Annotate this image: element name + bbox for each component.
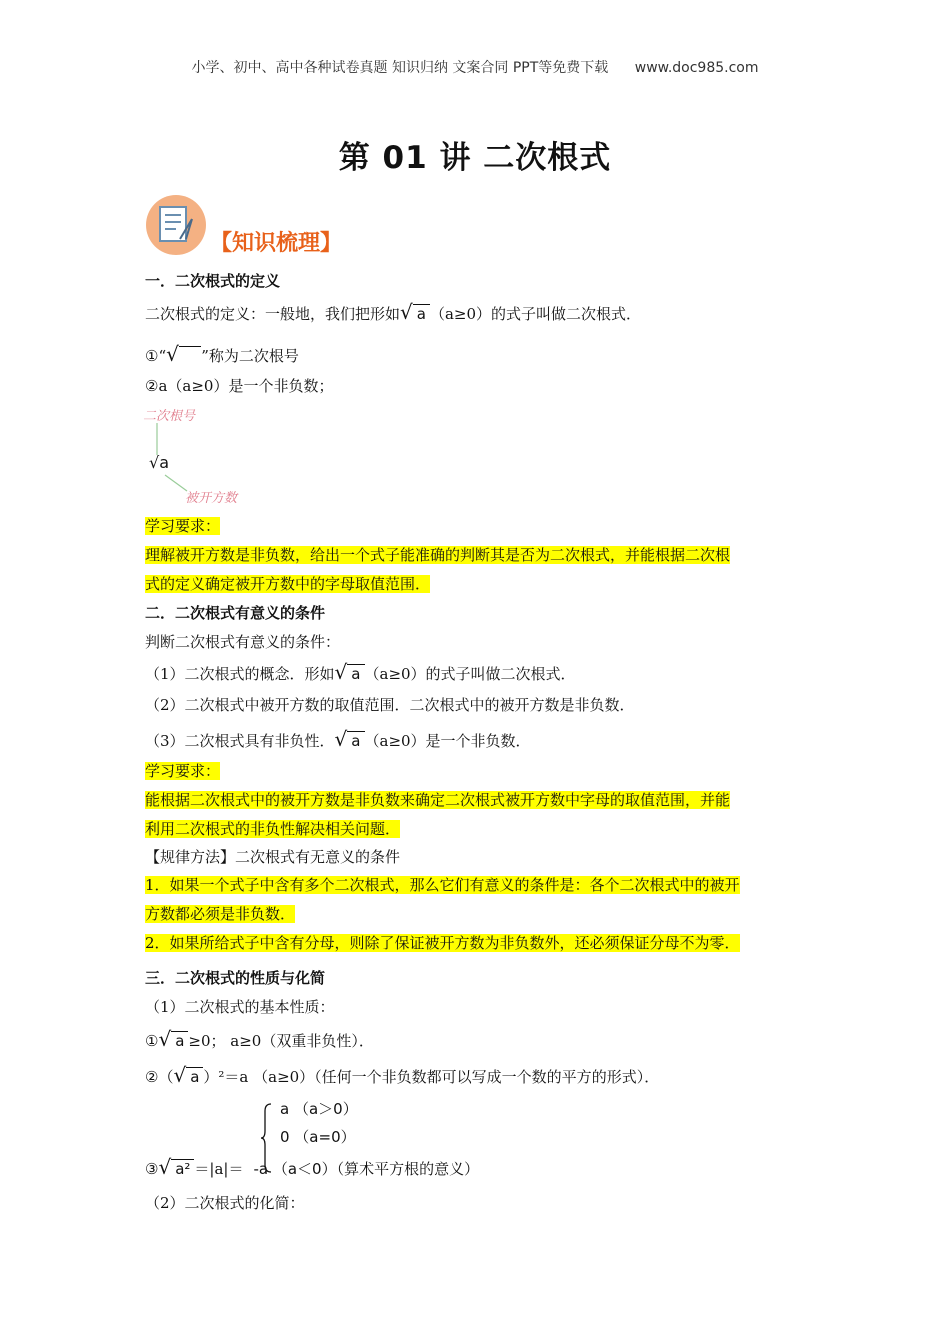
s2-rules — [145, 871, 807, 958]
s2-c1-post: （a≥0）的式子叫做二次根式． — [364, 665, 576, 683]
s1-def-cond: （a≥0） — [429, 305, 492, 323]
s3-p2-radicand: a — [186, 1067, 203, 1086]
s2-rule-title: 【规律方法】二次根式有无意义的条件 — [145, 848, 401, 866]
radical-sign-icon: √ a — [335, 661, 365, 685]
radical-sign-icon: √ a² — [158, 1156, 194, 1180]
s3-sub-1: （1）二次根式的基本性质： — [145, 998, 335, 1016]
s2-c3-post: （a≥0）是一个非负数． — [364, 732, 531, 750]
s3-p2-pre: ②（ — [145, 1068, 174, 1086]
s3-p3-eq: ＝|a|＝ — [194, 1160, 244, 1178]
fig-radicand: a — [159, 453, 170, 472]
fig-label-radicand: 被开方数 — [185, 491, 238, 506]
s3-sub-2: （2）二次根式的化简： — [145, 1194, 305, 1212]
radical-sign-icon: √ — [166, 343, 201, 367]
s3-p1-pre: ① — [145, 1032, 159, 1050]
s2-requirement — [145, 757, 807, 844]
s2-rule2: 2．如果所给式子中含有分母，则除了保证被开方数为非负数外，还必须保证分母不为零． — [145, 934, 740, 952]
s3-p3-radicand: a² — [171, 1159, 194, 1178]
s3-p1-post: ≥0； a≥0（双重非负性）． — [188, 1032, 374, 1050]
case-2: 0 （a=0） — [280, 1128, 356, 1146]
s2-heading: 二．二次根式有意义的条件 — [145, 604, 326, 622]
s3-p2-post: ）²＝a （a≥0）（任何一个非负数都可以写成一个数的平方的形式）． — [203, 1068, 660, 1086]
s2-intro: 判断二次根式有意义的条件： — [145, 633, 341, 651]
s1-req-line2: 式的定义确定被开方数中的字母取值范围． — [145, 575, 431, 593]
s3-property-1 — [145, 1028, 374, 1052]
s2-rule1-line2: 方数都必须是非负数． — [145, 905, 296, 923]
radical-sign-icon: √ a — [173, 1064, 203, 1088]
s1-heading: 一．二次根式的定义 — [145, 272, 281, 290]
s1-def-post: 的式子叫做二次根式． — [491, 305, 642, 323]
s1-def-pre: 二次根式的定义：一般地，我们把形如 — [145, 305, 401, 323]
s2-req-line2: 利用二次根式的非负性解决相关问题． — [145, 820, 401, 838]
page-title: 第 01 讲 二次根式 — [338, 140, 612, 176]
radical-figure — [143, 405, 253, 505]
s3-p1-radicand: a — [171, 1031, 188, 1050]
s3-p3-post: （算术平方根的意义） — [336, 1160, 480, 1178]
radical-sign-icon: √ a — [400, 301, 430, 325]
s1-def-radicand: a — [413, 304, 430, 323]
fig-radical: √a — [149, 453, 170, 472]
case-3: -a （a＜0） — [253, 1160, 337, 1178]
s2-rule1-line1: 1．如果一个式子中含有多个二次根式，那么它们有意义的条件是：各个二次根式中的被开 — [145, 876, 740, 894]
s1-requirement — [145, 512, 807, 599]
s3-property-2 — [145, 1064, 659, 1088]
s3-heading: 三．二次根式的性质与化简 — [145, 969, 326, 987]
s1-p1-post: ”称为二次根号 — [201, 347, 299, 365]
section-label: 【知识梳理】 — [210, 231, 343, 256]
s2-condition-3 — [145, 728, 531, 752]
s2-c3-pre: （3）二次根式具有非负性． — [145, 732, 335, 750]
s2-req-line1: 能根据二次根式中的被开方数是非负数来确定二次根式被开方数中字母的取值范围，并能 — [145, 791, 731, 809]
header-text: 小学、初中、高中各种试卷真题 知识归纳 文案合同 PPT等免费下载 — [191, 60, 609, 76]
s2-c1-radicand: a — [347, 664, 364, 683]
s1-req-label: 学习要求： — [145, 517, 221, 535]
s2-c3-radicand: a — [347, 731, 364, 750]
s2-c1-pre: （1）二次根式的概念．形如 — [145, 665, 335, 683]
s1-p1-pre: ①“ — [145, 347, 167, 365]
s1-point-1 — [145, 343, 299, 367]
radical-sign-icon: √ a — [335, 728, 365, 752]
s2-condition-1 — [145, 661, 576, 685]
s1-definition — [145, 301, 641, 325]
fig-label-radical-sign: 二次根号 — [143, 409, 196, 424]
s3-property-3 — [145, 1156, 479, 1180]
radical-sign-icon: √ a — [158, 1028, 188, 1052]
header-site: www.doc985.com — [634, 60, 759, 76]
knowledge-badge-icon — [146, 195, 206, 255]
s2-condition-2: （2）二次根式中被开方数的取值范围．二次根式中的被开方数是非负数． — [145, 696, 635, 714]
s3-p3-pre: ③ — [145, 1160, 159, 1178]
s1-point-2: ②a（a≥0）是一个非负数； — [145, 377, 334, 395]
page-header — [0, 57, 950, 77]
case-1: a （a＞0） — [280, 1100, 358, 1118]
s1-req-line1: 理解被开方数是非负数，给出一个式子能准确的判断其是否为二次根式，并能根据二次根 — [145, 546, 731, 564]
s2-req-label: 学习要求： — [145, 762, 221, 780]
